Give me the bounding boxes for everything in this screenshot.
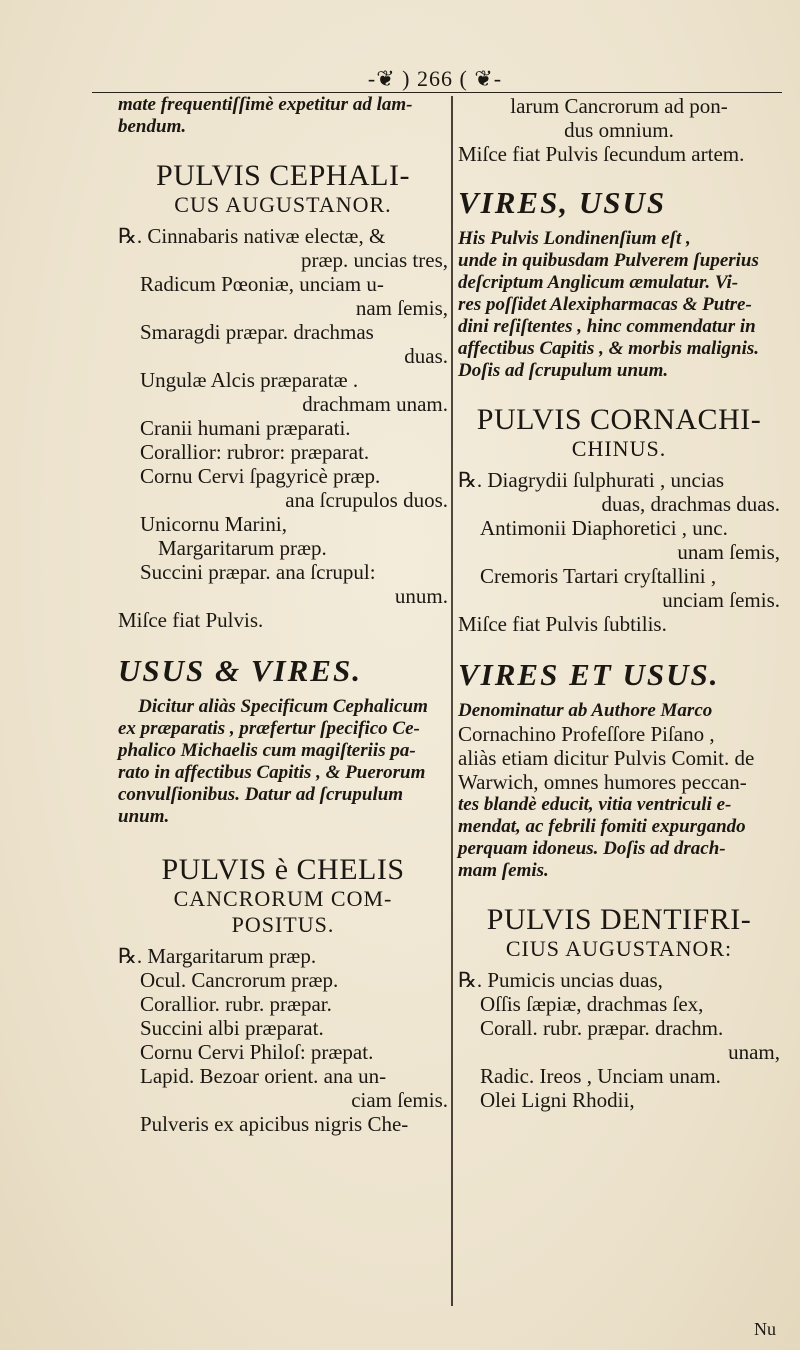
recipe-line: Ungulæ Alcis præparatæ . xyxy=(140,368,359,392)
recipe-line: nam ſemis, xyxy=(355,296,448,320)
recipe-line: Succini præpar. ana ſcrupul: xyxy=(140,560,376,584)
text-line: Miſce fiat Pulvis ſecundum artem. xyxy=(458,142,745,166)
left-column xyxy=(118,94,448,1136)
text-line: larum Cancrorum ad pon- xyxy=(510,94,728,118)
spacer xyxy=(458,220,780,228)
text-line: Denominatur ab Authore Marco xyxy=(458,700,713,721)
recipe-line: ℞. Cinnabaris nativæ electæ, & xyxy=(118,224,386,248)
recipe-line: Pulveris ex apicibus nigris Che- xyxy=(140,1112,409,1136)
text-line: dini reſiſtentes , hinc commendatur in xyxy=(458,316,756,337)
text-line: phalico Michaelis cum magiſteriis pa- xyxy=(118,740,416,761)
recipe-line: unam ſemis, xyxy=(677,540,780,564)
text-line: rato in affectibus Capitis , & Puerorum xyxy=(118,762,426,783)
text-line: bendum. xyxy=(118,116,187,137)
text-line: His Pulvis Londinenſium eſt , xyxy=(458,228,691,249)
text-line: dus omnium. xyxy=(564,118,674,142)
text-line: ex præparatis , præfertur ſpecifico Ce- xyxy=(118,718,420,739)
recipe-line: Cranii humani præparati. xyxy=(140,416,351,440)
text-line: Warwich, omnes humores peccan- xyxy=(458,770,747,794)
section-title: PULVIS è CHELIS xyxy=(161,853,405,886)
spacer xyxy=(118,828,448,854)
spacer xyxy=(118,688,448,696)
column-divider xyxy=(451,96,453,1306)
text-line: Cornachino Profeſſore Piſano , xyxy=(458,722,715,746)
recipe-line: Smaragdi præpar. drachmas xyxy=(140,320,374,344)
section-title: PULVIS CEPHALI- xyxy=(156,159,410,192)
text-line: convulſionibus. Datur ad ſcrupulum xyxy=(118,784,404,805)
text-line: Dicitur aliàs Specificum Cephalicum xyxy=(138,696,428,717)
section-subtitle: CHINUS. xyxy=(571,436,667,461)
text-line: perquam idoneus. Doſis ad drach- xyxy=(458,838,726,859)
recipe-line: drachmam unam. xyxy=(302,392,448,416)
recipe-line: Olei Ligni Rhodii, xyxy=(480,1088,635,1112)
spacer xyxy=(458,692,780,700)
right-column xyxy=(458,94,780,1112)
recipe-line: Oſſis ſæpiæ, drachmas ſex, xyxy=(480,992,704,1016)
recipe-line: Unicornu Marini, xyxy=(140,512,287,536)
section-title: PULVIS DENTIFRI- xyxy=(486,903,752,936)
recipe-line: ana ſcrupulos duos. xyxy=(285,488,448,512)
recipe-line: unciam ſemis. xyxy=(662,588,780,612)
recipe-line: Miſce fiat Pulvis ſubtilis. xyxy=(458,612,667,636)
text-line: Doſis ad ſcrupulum unum. xyxy=(458,360,669,381)
text-line: tes blandè educit, vitia ventriculi e- xyxy=(458,794,732,815)
recipe-line: Corallior: rubror: præparat. xyxy=(140,440,370,464)
recipe-line: Miſce fiat Pulvis. xyxy=(118,608,264,632)
spacer xyxy=(118,632,448,654)
page-number: -❦ ) 266 ( ❦- xyxy=(367,66,503,91)
spacer xyxy=(458,882,780,904)
text-line: unde in quibusdam Pulverem ſuperius xyxy=(458,250,759,271)
text-line: res poſſidet Alexipharmacas & Putre- xyxy=(458,294,752,315)
recipe-line: ℞. Diagrydii ſulphurati , uncias xyxy=(458,468,725,492)
recipe-line: Ocul. Cancrorum præp. xyxy=(140,968,339,992)
text-line: mendat, ac febrili fomiti expurgando xyxy=(458,816,746,837)
section-heading: VIRES, USUS xyxy=(458,185,667,220)
recipe-line: Margaritarum præp. xyxy=(158,536,327,560)
section-subtitle: CANCRORUM COM- xyxy=(173,886,393,911)
text-line: affectibus Capitis , & morbis malignis. xyxy=(458,338,760,359)
recipe-line: Corall. rubr. præpar. drachm. xyxy=(480,1016,724,1040)
recipe-line: unum. xyxy=(394,584,448,608)
section-title: PULVIS CORNACHI- xyxy=(476,403,762,436)
text-line: mam ſemis. xyxy=(458,860,549,881)
recipe-line: Lapid. Bezoar orient. ana un- xyxy=(140,1064,387,1088)
recipe-line: Corallior. rubr. præpar. xyxy=(140,992,332,1016)
spacer xyxy=(458,636,780,658)
recipe-line: ciam ſemis. xyxy=(351,1088,448,1112)
recipe-line: Radic. Ireos , Unciam unam. xyxy=(480,1064,721,1088)
recipe-line: ℞. Pumicis uncias duas, xyxy=(458,968,663,992)
recipe-line: duas. xyxy=(404,344,448,368)
running-header xyxy=(90,66,780,92)
recipe-line: Succini albi præparat. xyxy=(140,1016,324,1040)
recipe-line: præp. uncias tres, xyxy=(301,248,448,272)
text-line: unum. xyxy=(118,806,170,827)
recipe-line: unam, xyxy=(728,1040,780,1064)
section-subtitle: CUS AUGUSTANOR. xyxy=(174,192,392,217)
recipe-line: Cornu Cervi Philoſ: præpat. xyxy=(140,1040,374,1064)
section-subtitle: CIUS AUGUSTANOR: xyxy=(505,936,733,961)
recipe-line: Antimonii Diaphoretici , unc. xyxy=(480,516,728,540)
header-rule xyxy=(92,92,782,93)
recipe-line: Radicum Pœoniæ, unciam u- xyxy=(140,272,384,296)
recipe-line: Cornu Cervi ſpagyricè præp. xyxy=(140,464,381,488)
text-line: mate frequentiſſimè expetitur ad lam- xyxy=(118,94,413,115)
spacer xyxy=(458,166,780,186)
recipe-line: ℞. Margaritarum præp. xyxy=(118,944,317,968)
section-heading: USUS & VIRES. xyxy=(118,653,362,688)
text-line: deſcriptum Anglicum æmulatur. Vi- xyxy=(458,272,739,293)
section-heading: VIRES ET USUS. xyxy=(458,657,720,692)
text-line: aliàs etiam dicitur Pulvis Comit. de xyxy=(458,746,755,770)
section-subtitle: POSITUS. xyxy=(231,912,335,937)
spacer xyxy=(458,382,780,404)
catchword: Nu xyxy=(754,1319,776,1339)
spacer xyxy=(118,138,448,160)
recipe-line: duas, drachmas duas. xyxy=(601,492,780,516)
recipe-line: Cremoris Tartari cryſtallini , xyxy=(480,564,717,588)
